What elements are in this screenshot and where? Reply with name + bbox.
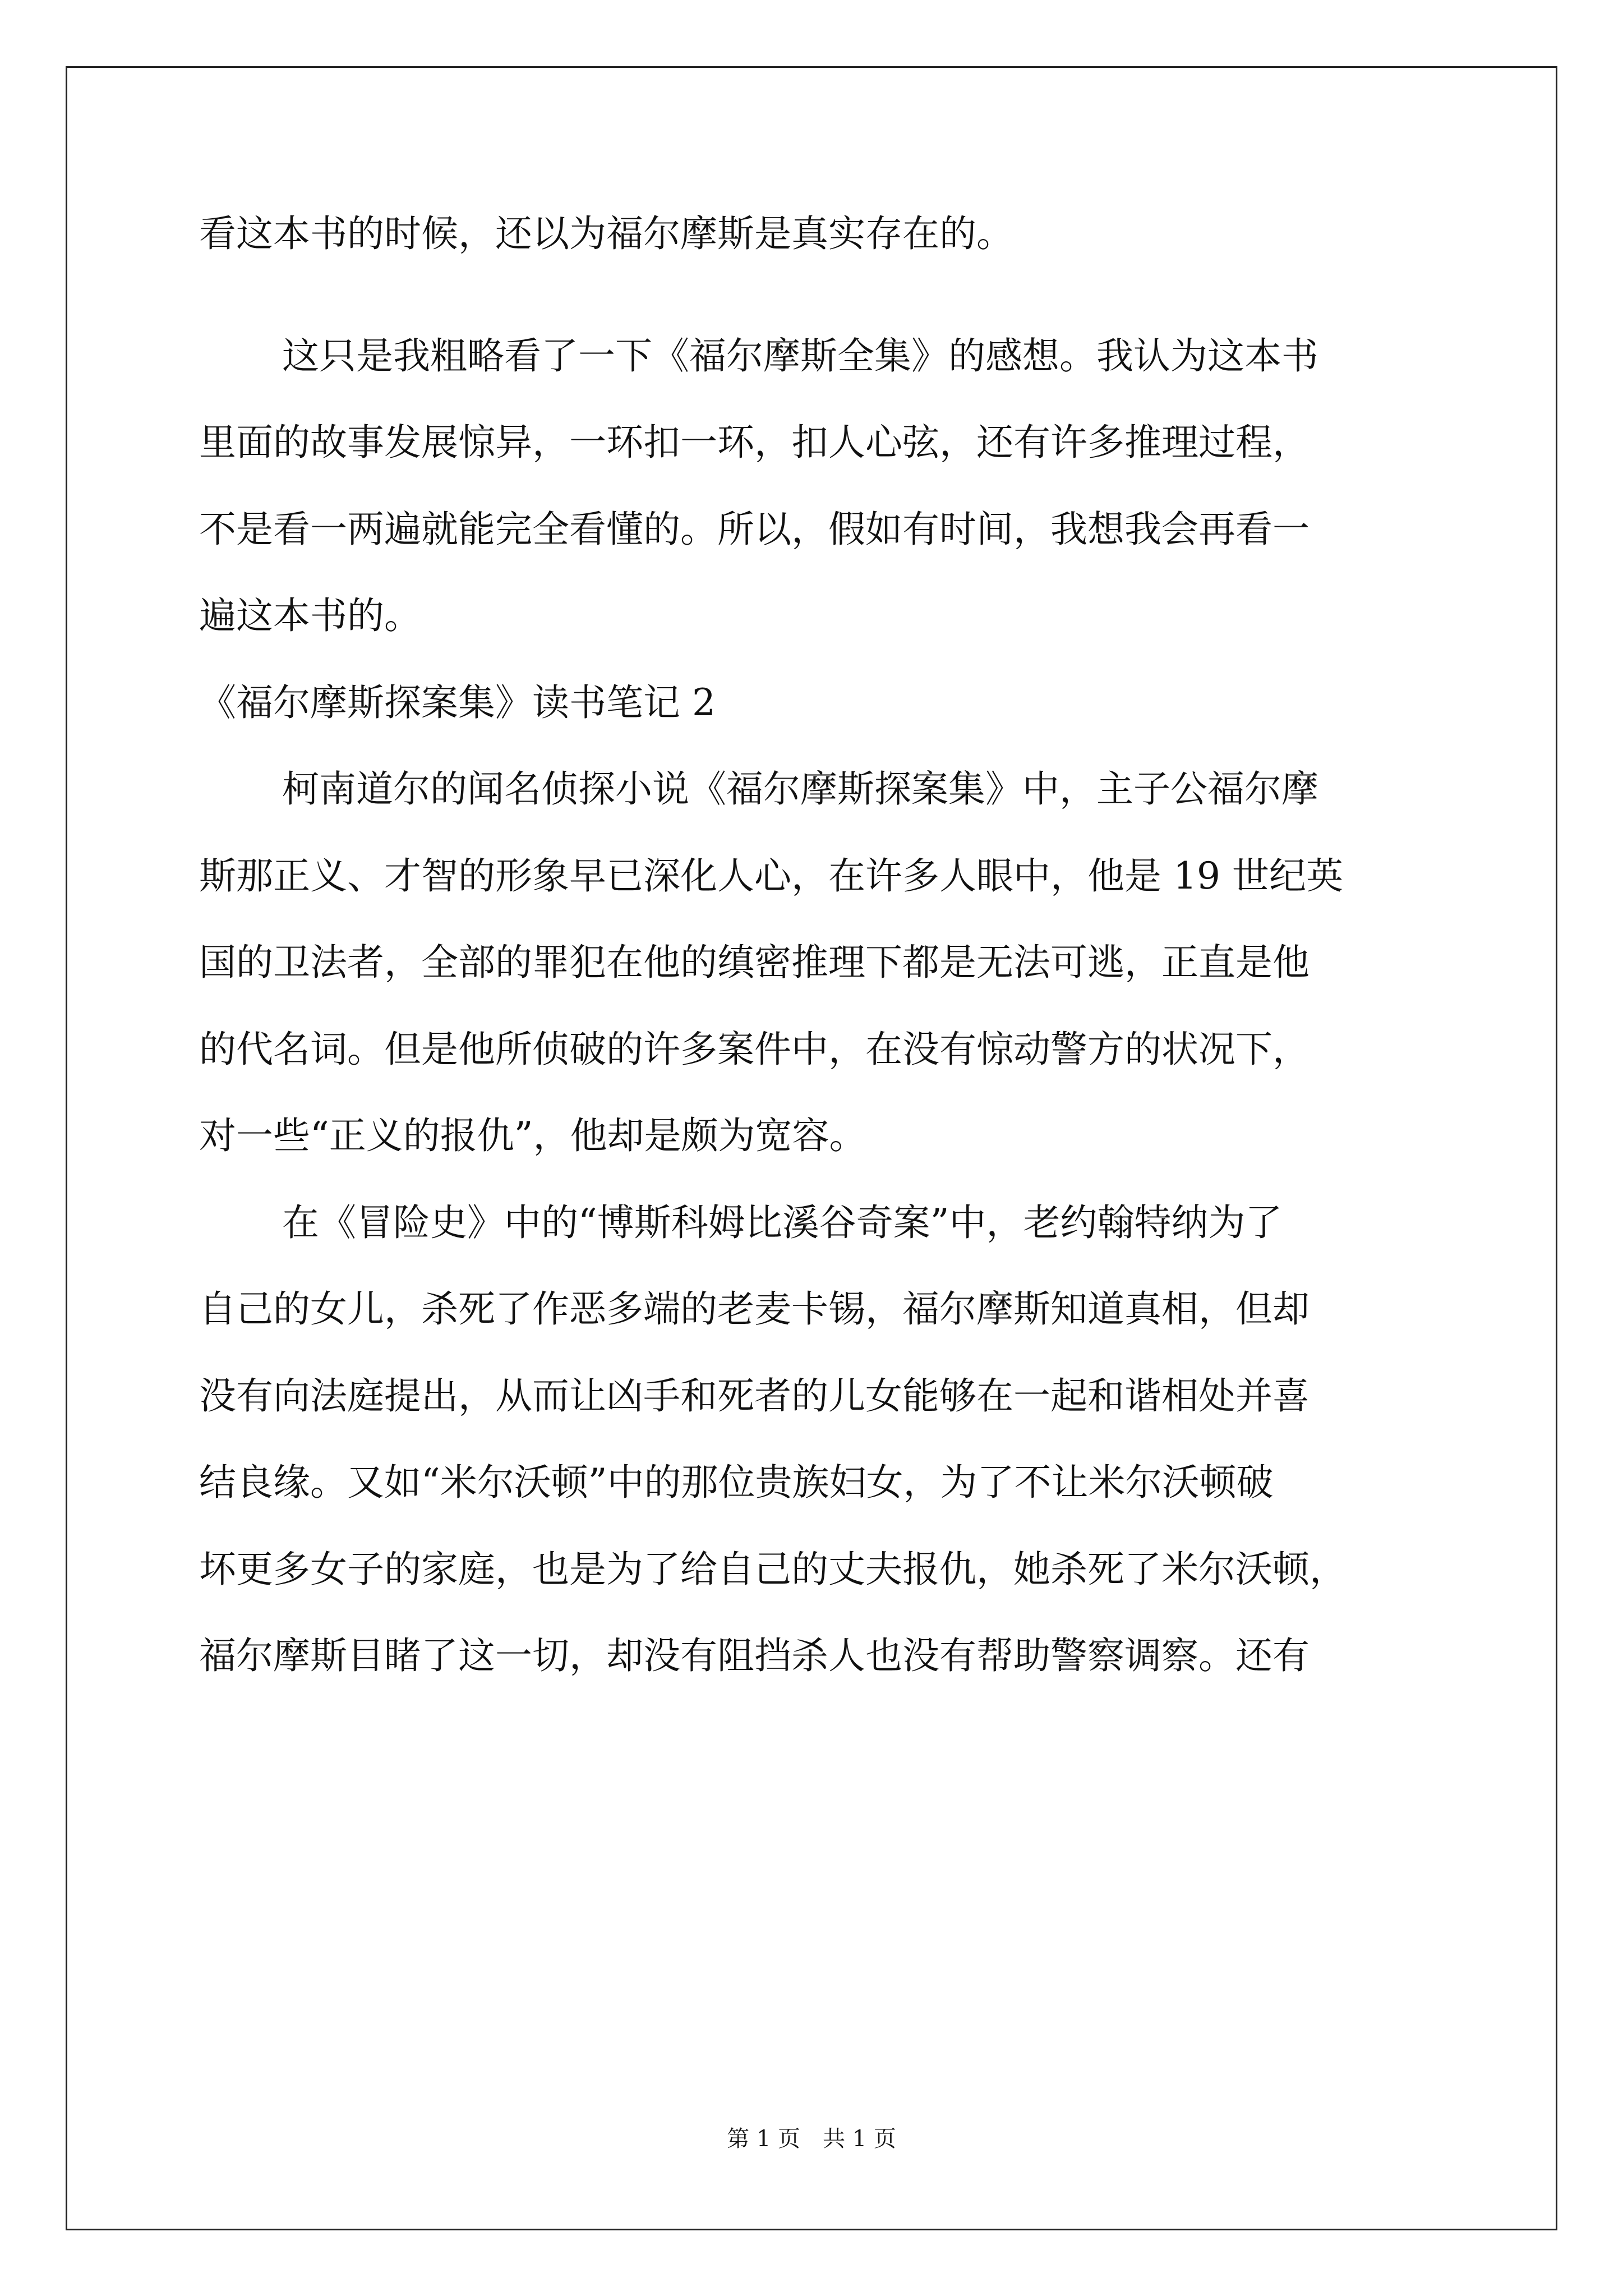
text-line: 对一些“正义的报仇”，他却是颇为宽容。 (199, 1114, 866, 1157)
text-line: 坏更多女子的家庭，也是为了给自己的丈夫报仇，她杀死了米尔沃顿， (199, 1548, 1347, 1591)
section-heading: 《福尔摩斯探案集》读书笔记 2 (199, 681, 716, 724)
text-line: 里面的故事发展惊异，一环扣一环，扣人心弦，还有许多推理过程， (199, 421, 1310, 464)
page-footer (0, 2125, 1623, 2153)
text-line: 自己的女儿，杀死了作恶多端的老麦卡锡，福尔摩斯知道真相，但却 (199, 1287, 1310, 1331)
paragraph-line: 在《冒险史》中的“博斯科姆比溪谷奇案”中，老约翰特纳为了 (282, 1201, 1283, 1244)
page-number: 第 1 页 (727, 2126, 800, 2152)
text-line: 斯那正义、才智的形象早已深化人心，在许多人眼中，他是 19 世纪英 (199, 854, 1343, 898)
text-line: 结良缘。又如“米尔沃顿”中的那位贵族妇女，为了不让米尔沃顿破 (199, 1461, 1274, 1504)
text-line: 遍这本书的。 (199, 594, 421, 637)
text-line: 国的卫法者，全部的罪犯在他的缜密推理下都是无法可逃，正直是他 (199, 941, 1310, 984)
text-line: 不是看一两遍就能完全看懂的。所以，假如有时间，我想我会再看一 (199, 508, 1310, 551)
text-line: 的代名词。但是他所侦破的许多案件中，在没有惊动警方的状况下， (199, 1028, 1310, 1071)
text-line: 看这本书的时候，还以为福尔摩斯是真实存在的。 (199, 212, 1013, 255)
page-total: 共 1 页 (823, 2126, 896, 2152)
paragraph-line: 这只是我粗略看了一下《福尔摩斯全集》的感想。我认为这本书 (282, 334, 1318, 378)
text-line: 没有向法庭提出，从而让凶手和死者的儿女能够在一起和谐相处并喜 (199, 1374, 1310, 1418)
paragraph-line: 柯南道尔的闻名侦探小说《福尔摩斯探案集》中，主子公福尔摩 (282, 767, 1318, 811)
text-line: 福尔摩斯目睹了这一切，却没有阻挡杀人也没有帮助警察调察。还有 (199, 1634, 1310, 1677)
